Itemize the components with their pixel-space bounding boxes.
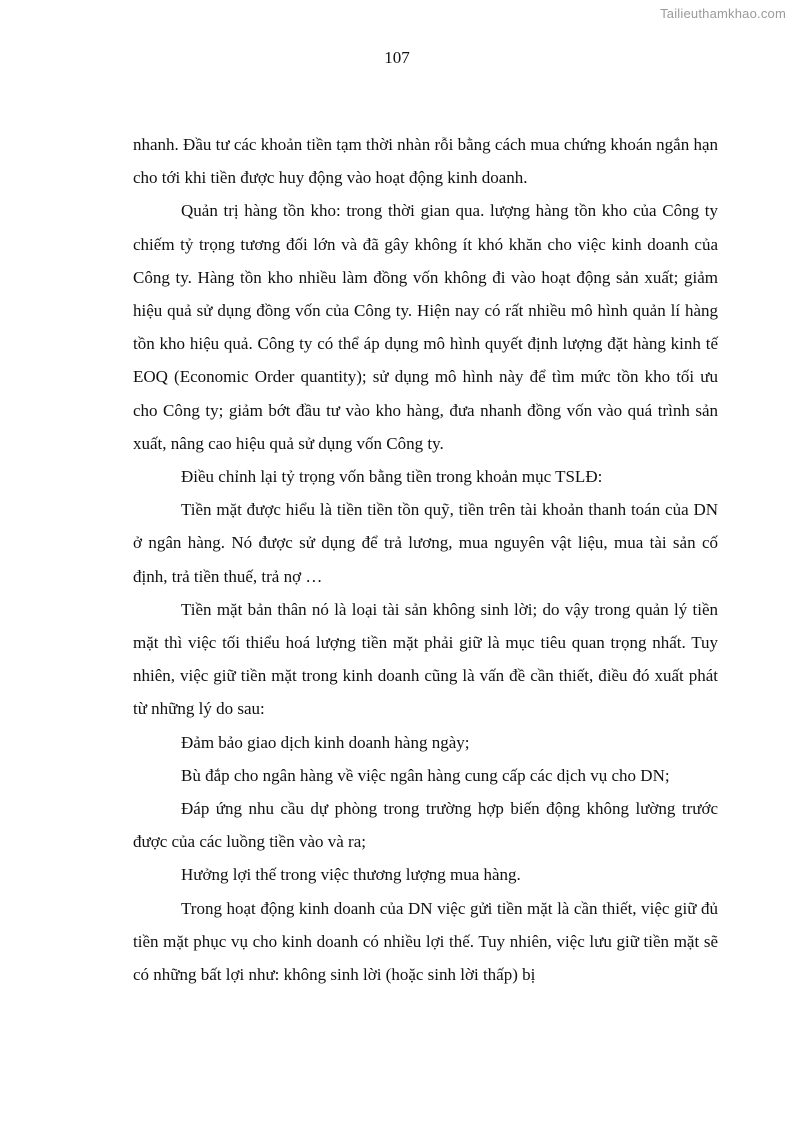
paragraph-cash-disadvantages: Trong hoạt động kinh doanh của DN việc gửi tiền mặt là cần thiết, việc giữ đủ tiền mặt phục vụ cho kinh doanh có nhiều lợi thế. Tuy nhiên, việc lưu giữ tiền mặt sẽ có những bất lợi như: không sinh lời (hoặc sinh lời thấp) bị <box>133 898 718 985</box>
document-body <box>133 128 718 991</box>
list-item-daily-transactions: Đảm bảo giao dịch kinh doanh hàng ngày; <box>181 732 470 752</box>
list-item-purchase-advantage: Hưởng lợi thế trong việc thương lượng mua hàng. <box>181 865 521 885</box>
paragraph-inventory-management: Quản trị hàng tồn kho: trong thời gian qua. lượng hàng tồn kho của Công ty chiếm tỷ trọng tương đối lớn và đã gây không ít khó khăn cho việc kinh doanh của Công ty. Hàng tồn kho nhiều làm đồng vốn không đi vào hoạt động sản xuất; giảm hiệu quả sử dụng đồng vốn của Công ty. Hiện nay có rất nhiều mô hình quản lí hàng tồn kho hiệu quả. Công ty có thể áp dụng mô hình quyết định lượng đặt hàng kinh tế EOQ (Economic Order quantity); sử dụng mô hình này để tìm mức tồn kho tối ưu cho Công ty; giảm bớt đầu tư vào kho hàng, đưa nhanh đồng vốn vào quá trình sản xuất, nâng cao hiệu quả sử dụng vốn Công ty. <box>133 201 718 453</box>
page-number: 107 <box>384 48 410 67</box>
paragraph-continuation: nhanh. Đầu tư các khoản tiền tạm thời nhàn rỗi bằng cách mua chứng khoán ngắn hạn cho tới khi tiền được huy động vào hoạt động kinh doanh. <box>133 135 718 188</box>
paragraph-cash-definition: Tiền mặt được hiểu là tiền tiền tồn quỹ, tiền trên tài khoản thanh toán của DN ở ngân hàng. Nó được sử dụng để trả lương, mua nguyên vật liệu, mua tài sản cố định, trả tiền thuế, trả nợ … <box>133 500 718 586</box>
list-item-bank-compensation: Bù đắp cho ngân hàng về việc ngân hàng cung cấp các dịch vụ cho DN; <box>181 765 670 785</box>
list-item-precaution: Đáp ứng nhu cầu dự phòng trong trường hợp biến động không lường trước được của các luồng tiền vào và ra; <box>133 799 718 852</box>
paragraph-cash-reasons: Tiền mặt bản thân nó là loại tài sản không sinh lời; do vậy trong quản lý tiền mặt thì việc tối thiểu hoá lượng tiền mặt phải giữ là mục tiêu quan trọng nhất. Tuy nhiên, việc giữ tiền mặt trong kinh doanh cũng là vấn đề cần thiết, điều đó xuất phát từ những lý do sau: <box>133 599 718 719</box>
site-watermark: Tailieuthamkhao.com <box>660 6 786 21</box>
paragraph-cash-ratio-heading: Điều chỉnh lại tỷ trọng vốn bằng tiền trong khoản mục TSLĐ: <box>181 467 603 487</box>
